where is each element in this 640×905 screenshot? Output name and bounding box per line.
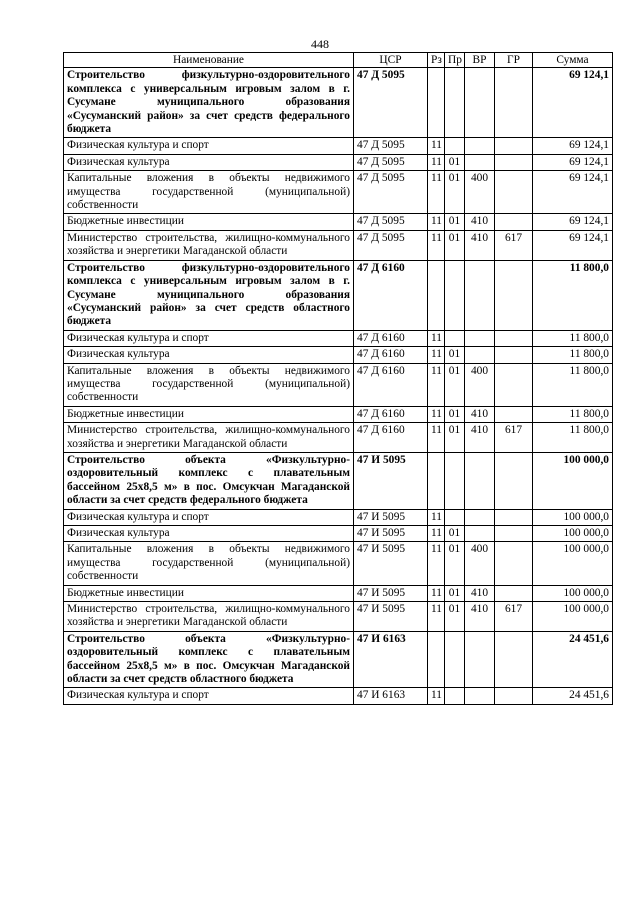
cell-name: Бюджетные инвестиции — [64, 214, 354, 230]
cell-gr — [495, 452, 533, 509]
cell-name: Физическая культура — [64, 526, 354, 542]
cell-vr — [465, 526, 495, 542]
cell-pr: 01 — [445, 602, 465, 632]
cell-pr — [445, 138, 465, 154]
table-row — [64, 452, 613, 509]
cell-vr — [465, 68, 495, 138]
cell-pr — [445, 688, 465, 704]
cell-rz — [428, 68, 445, 138]
header-row — [64, 53, 613, 68]
cell-csr: 47 И 5095 — [354, 585, 428, 601]
cell-rz: 11 — [428, 406, 445, 422]
cell-sum: 69 124,1 — [533, 171, 613, 214]
table-row — [64, 602, 613, 632]
cell-sum: 69 124,1 — [533, 230, 613, 260]
cell-name: Строительство физкультурно-оздоровительного комплекса с универсальным игровым залом в г. Сусумане муниципального образования «Сусуманский район» за счет средств федерального бюджета — [64, 68, 354, 138]
cell-name: Строительство физкультурно-оздоровительного комплекса с универсальным игровым залом в г. Сусумане муниципального образования «Сусуманский район» за счет средств областного бюджета — [64, 260, 354, 330]
table-row — [64, 688, 613, 704]
cell-pr: 01 — [445, 154, 465, 170]
column-header-gr: ГР — [495, 53, 533, 68]
cell-pr: 01 — [445, 423, 465, 453]
cell-vr — [465, 688, 495, 704]
table-row — [64, 526, 613, 542]
cell-sum: 69 124,1 — [533, 138, 613, 154]
cell-sum: 11 800,0 — [533, 330, 613, 346]
cell-csr: 47 Д 5095 — [354, 138, 428, 154]
cell-rz: 11 — [428, 423, 445, 453]
table-row — [64, 171, 613, 214]
table-row — [64, 423, 613, 453]
cell-rz: 11 — [428, 509, 445, 525]
cell-rz: 11 — [428, 171, 445, 214]
cell-csr: 47 И 5095 — [354, 526, 428, 542]
cell-csr: 47 Д 6160 — [354, 260, 428, 330]
table-row — [64, 260, 613, 330]
table-row — [64, 406, 613, 422]
cell-csr: 47 И 5095 — [354, 542, 428, 585]
cell-rz: 11 — [428, 688, 445, 704]
cell-sum: 11 800,0 — [533, 406, 613, 422]
cell-csr: 47 Д 5095 — [354, 154, 428, 170]
cell-gr — [495, 363, 533, 406]
cell-sum: 11 800,0 — [533, 260, 613, 330]
cell-rz: 11 — [428, 230, 445, 260]
table-row — [64, 68, 613, 138]
table-row — [64, 347, 613, 363]
cell-sum: 69 124,1 — [533, 214, 613, 230]
cell-csr: 47 Д 6160 — [354, 347, 428, 363]
cell-vr: 410 — [465, 230, 495, 260]
cell-vr: 410 — [465, 602, 495, 632]
cell-pr: 01 — [445, 214, 465, 230]
cell-gr — [495, 138, 533, 154]
cell-vr: 400 — [465, 363, 495, 406]
cell-gr — [495, 406, 533, 422]
cell-gr: 617 — [495, 230, 533, 260]
cell-vr: 410 — [465, 214, 495, 230]
cell-csr: 47 Д 5095 — [354, 68, 428, 138]
cell-pr — [445, 260, 465, 330]
cell-pr — [445, 452, 465, 509]
cell-gr — [495, 509, 533, 525]
table-row — [64, 631, 613, 688]
cell-vr — [465, 154, 495, 170]
cell-pr: 01 — [445, 230, 465, 260]
cell-pr — [445, 68, 465, 138]
cell-sum: 100 000,0 — [533, 602, 613, 632]
cell-csr: 47 Д 5095 — [354, 171, 428, 214]
cell-csr: 47 Д 6160 — [354, 423, 428, 453]
cell-rz: 11 — [428, 526, 445, 542]
cell-sum: 24 451,6 — [533, 631, 613, 688]
cell-pr: 01 — [445, 526, 465, 542]
cell-name: Физическая культура — [64, 347, 354, 363]
column-header-name: Наименование — [64, 53, 354, 68]
cell-vr — [465, 452, 495, 509]
cell-pr — [445, 509, 465, 525]
cell-sum: 100 000,0 — [533, 526, 613, 542]
cell-rz: 11 — [428, 363, 445, 406]
cell-name: Физическая культура и спорт — [64, 330, 354, 346]
column-header-rz: Рз — [428, 53, 445, 68]
cell-gr — [495, 214, 533, 230]
cell-name: Капитальные вложения в объекты недвижимого имущества государственной (муниципальной) собственности — [64, 542, 354, 585]
cell-gr — [495, 688, 533, 704]
table-row — [64, 542, 613, 585]
cell-rz: 11 — [428, 330, 445, 346]
cell-gr — [495, 68, 533, 138]
cell-rz: 11 — [428, 214, 445, 230]
cell-gr — [495, 631, 533, 688]
cell-csr: 47 Д 5095 — [354, 230, 428, 260]
cell-name: Физическая культура и спорт — [64, 688, 354, 704]
cell-gr — [495, 171, 533, 214]
cell-name: Строительство объекта «Физкультурно-оздоровительный комплекс с плавательным бассейном 25х8,5 м» в пос. Омсукчан Магаданской области за счет средств федерального бюджета — [64, 452, 354, 509]
cell-sum: 11 800,0 — [533, 423, 613, 453]
cell-rz — [428, 260, 445, 330]
cell-gr — [495, 347, 533, 363]
cell-vr: 410 — [465, 423, 495, 453]
cell-gr — [495, 154, 533, 170]
cell-vr: 400 — [465, 171, 495, 214]
table-row — [64, 585, 613, 601]
cell-sum: 69 124,1 — [533, 154, 613, 170]
cell-pr — [445, 330, 465, 346]
table-row — [64, 154, 613, 170]
cell-rz: 11 — [428, 602, 445, 632]
cell-rz: 11 — [428, 585, 445, 601]
cell-pr — [445, 631, 465, 688]
cell-sum: 100 000,0 — [533, 452, 613, 509]
cell-vr — [465, 631, 495, 688]
column-header-pr: Пр — [445, 53, 465, 68]
cell-rz: 11 — [428, 138, 445, 154]
cell-rz: 11 — [428, 542, 445, 585]
cell-vr — [465, 138, 495, 154]
column-header-vr: ВР — [465, 53, 495, 68]
cell-name: Министерство строительства, жилищно-коммунального хозяйства и энергетики Магаданской области — [64, 602, 354, 632]
cell-name: Министерство строительства, жилищно-коммунального хозяйства и энергетики Магаданской области — [64, 423, 354, 453]
cell-name: Бюджетные инвестиции — [64, 406, 354, 422]
table-row — [64, 363, 613, 406]
cell-name: Физическая культура и спорт — [64, 138, 354, 154]
column-header-csr: ЦСР — [354, 53, 428, 68]
cell-name: Капитальные вложения в объекты недвижимого имущества государственной (муниципальной) собственности — [64, 363, 354, 406]
cell-gr: 617 — [495, 602, 533, 632]
cell-pr: 01 — [445, 406, 465, 422]
cell-pr: 01 — [445, 171, 465, 214]
cell-sum: 100 000,0 — [533, 509, 613, 525]
table-row — [64, 138, 613, 154]
cell-pr: 01 — [445, 585, 465, 601]
table-row — [64, 509, 613, 525]
cell-name: Физическая культура и спорт — [64, 509, 354, 525]
cell-vr — [465, 347, 495, 363]
cell-gr: 617 — [495, 423, 533, 453]
cell-pr: 01 — [445, 542, 465, 585]
cell-name: Капитальные вложения в объекты недвижимого имущества государственной (муниципальной) собственности — [64, 171, 354, 214]
cell-sum: 69 124,1 — [533, 68, 613, 138]
cell-pr: 01 — [445, 347, 465, 363]
cell-rz — [428, 631, 445, 688]
cell-vr — [465, 260, 495, 330]
cell-csr: 47 Д 5095 — [354, 214, 428, 230]
cell-vr — [465, 509, 495, 525]
cell-csr: 47 И 5095 — [354, 509, 428, 525]
cell-sum: 100 000,0 — [533, 542, 613, 585]
cell-rz: 11 — [428, 347, 445, 363]
cell-gr — [495, 330, 533, 346]
cell-csr: 47 Д 6160 — [354, 330, 428, 346]
column-header-sum: Сумма — [533, 53, 613, 68]
cell-name: Строительство объекта «Физкультурно-оздоровительный комплекс с плавательным бассейном 25х8,5 м» в пос. Омсукчан Магаданской области за счет средств областного бюджета — [64, 631, 354, 688]
cell-sum: 100 000,0 — [533, 585, 613, 601]
table-row — [64, 330, 613, 346]
cell-sum: 24 451,6 — [533, 688, 613, 704]
cell-gr — [495, 585, 533, 601]
cell-vr: 410 — [465, 406, 495, 422]
cell-gr — [495, 260, 533, 330]
cell-rz: 11 — [428, 154, 445, 170]
table-row — [64, 230, 613, 260]
table-row — [64, 214, 613, 230]
cell-sum: 11 800,0 — [533, 363, 613, 406]
cell-vr: 400 — [465, 542, 495, 585]
cell-name: Физическая культура — [64, 154, 354, 170]
cell-vr — [465, 330, 495, 346]
table-body — [64, 68, 613, 704]
cell-csr: 47 И 5095 — [354, 602, 428, 632]
cell-gr — [495, 542, 533, 585]
cell-csr: 47 И 6163 — [354, 631, 428, 688]
cell-pr: 01 — [445, 363, 465, 406]
cell-name: Бюджетные инвестиции — [64, 585, 354, 601]
cell-csr: 47 Д 6160 — [354, 363, 428, 406]
cell-vr: 410 — [465, 585, 495, 601]
page-number: 448 — [311, 37, 329, 51]
cell-rz — [428, 452, 445, 509]
cell-csr: 47 Д 6160 — [354, 406, 428, 422]
cell-csr: 47 И 6163 — [354, 688, 428, 704]
cell-sum: 11 800,0 — [533, 347, 613, 363]
cell-gr — [495, 526, 533, 542]
budget-table — [63, 52, 613, 705]
cell-name: Министерство строительства, жилищно-коммунального хозяйства и энергетики Магаданской области — [64, 230, 354, 260]
cell-csr: 47 И 5095 — [354, 452, 428, 509]
